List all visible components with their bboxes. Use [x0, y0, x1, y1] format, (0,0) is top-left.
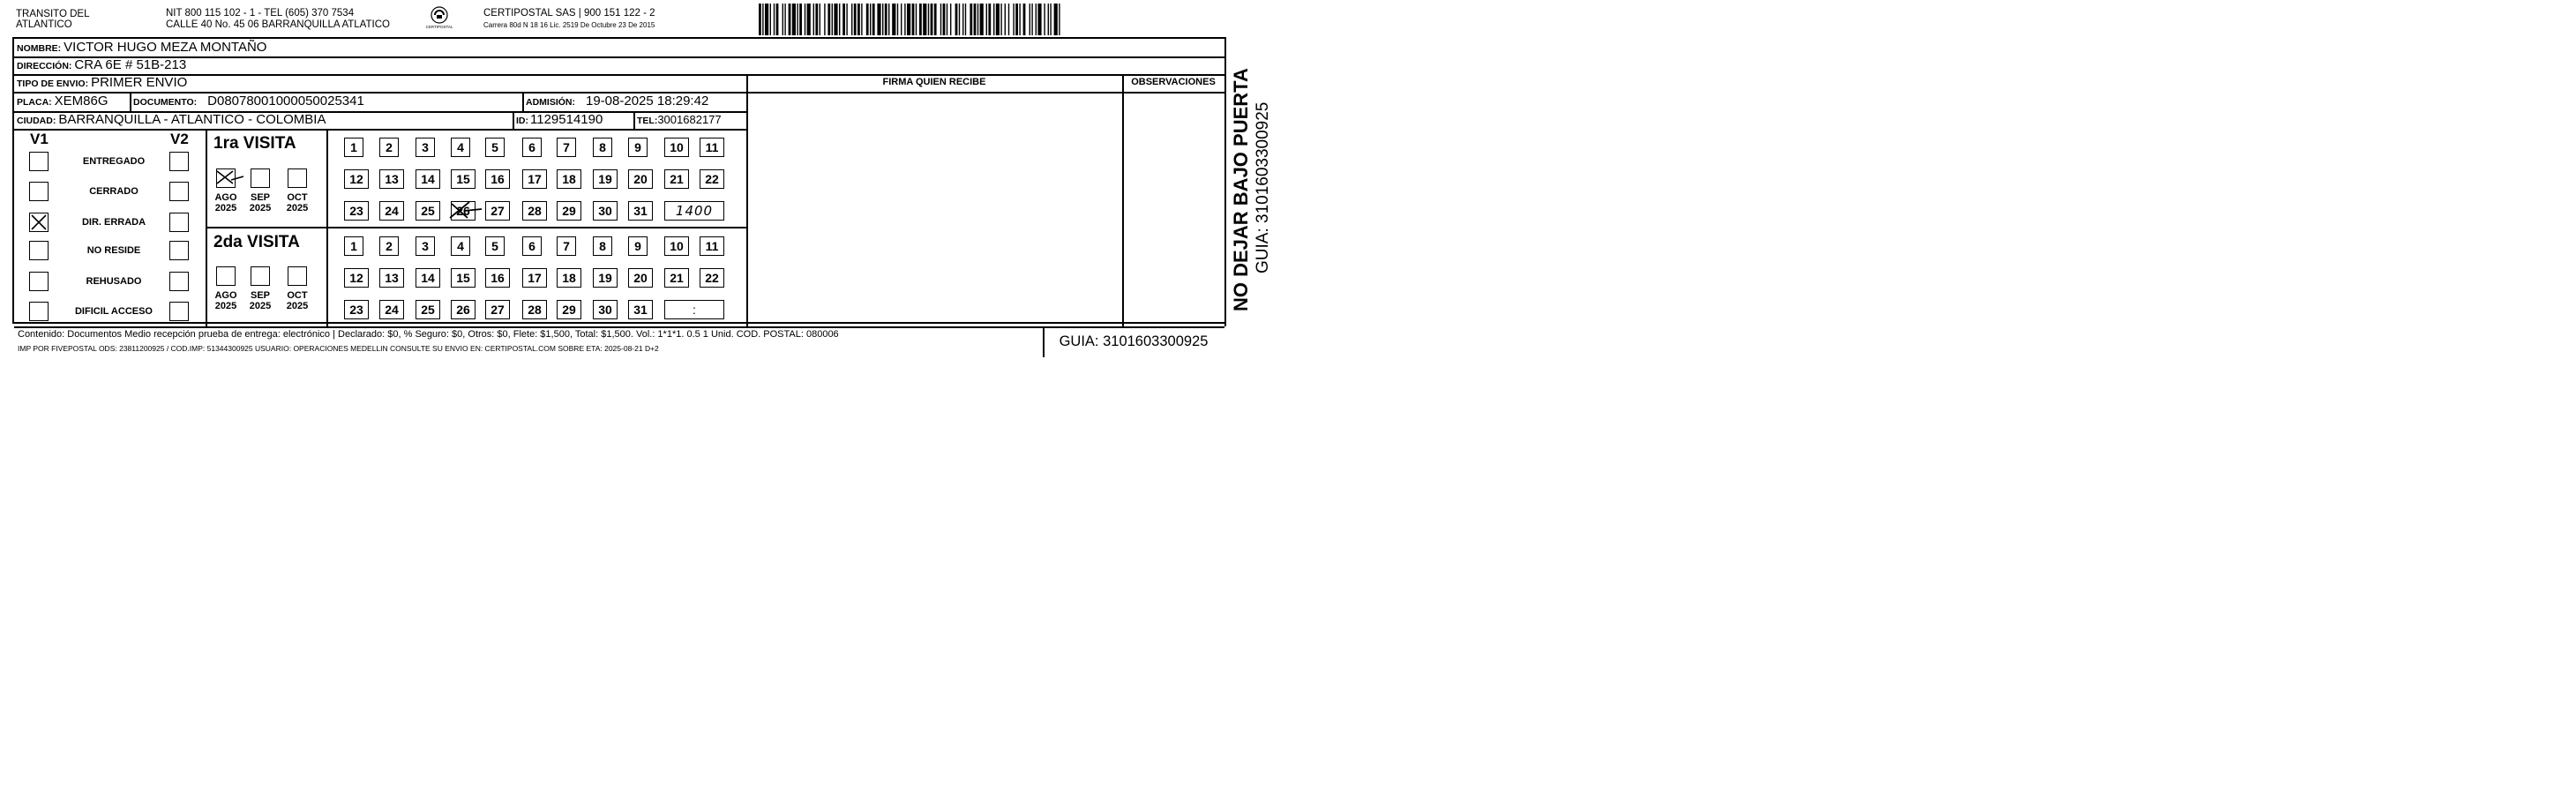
barcode-bar [904, 4, 905, 35]
barcode-bar [1048, 4, 1049, 35]
day-checkbox[interactable]: 28 [522, 201, 547, 221]
status-label: NO RESIDE [86, 245, 141, 256]
day-checkbox[interactable]: 17 [522, 268, 547, 288]
barcode-bar [1050, 4, 1051, 35]
barcode-bar [813, 4, 814, 35]
barcode-bar [774, 4, 775, 35]
v2-status-checkbox[interactable] [169, 272, 189, 291]
day-checkbox[interactable]: 20 [628, 268, 653, 288]
barcode-bar [931, 4, 933, 35]
delivery-slip [0, 0, 1284, 786]
visit-divider [206, 227, 746, 228]
barcode-bar [919, 4, 922, 35]
day-checkbox[interactable]: 15 [451, 169, 476, 189]
day-checkbox[interactable]: 16 [485, 169, 510, 189]
v2-status-checkbox[interactable] [169, 152, 189, 171]
barcode-bar [834, 4, 837, 35]
day-checkbox[interactable]: 24 [379, 201, 404, 221]
license-line: Carrera 80d N 18 16 Lic. 2519 De Octubre 23 De 2015 [483, 21, 655, 29]
content-line: Contenido: Documentos Medio recepción prueba de entrega: electrónico | Declarado: $0, % Seguro: $0, Otros: $0, Flete: $1,500, Total: $1,500. Vol.: 1*1*1. 0.5 1 Unid. COD. POSTAL: 080006 [18, 329, 839, 340]
day-checkbox[interactable]: 19 [593, 268, 618, 288]
field-divider [513, 111, 514, 129]
signature-divider [746, 74, 748, 326]
status-label: REHUSADO [86, 276, 142, 287]
day-checkbox[interactable]: 22 [700, 169, 724, 189]
barcode-bar [885, 4, 887, 35]
barcode-bar [857, 4, 860, 35]
v2-status-checkbox[interactable] [169, 302, 189, 321]
address-label: DIRECCIÓN: [17, 61, 72, 71]
month-checkbox[interactable] [216, 266, 236, 286]
v1-status-checkbox[interactable] [29, 152, 49, 171]
v1-status-checkbox[interactable] [29, 182, 49, 201]
v1-heading: V1 [30, 131, 49, 147]
barcode-bar [832, 4, 833, 35]
barcode-bar [986, 4, 987, 35]
month-checkbox[interactable] [251, 266, 270, 286]
visit-time-field[interactable]: : [664, 300, 724, 319]
barcode-bar [959, 4, 960, 35]
tel-value: 3001682177 [657, 113, 722, 126]
barcode-bar [846, 4, 847, 35]
barcode-bar [955, 4, 958, 35]
v2-status-checkbox[interactable] [169, 241, 189, 260]
day-checkbox[interactable]: 21 [664, 169, 689, 189]
name-field [17, 40, 266, 55]
barcode-bar [996, 4, 1000, 35]
document-value: D08078001000050025341 [207, 94, 364, 109]
day-checkbox[interactable]: 6 [522, 236, 542, 256]
day-checkbox[interactable]: 4 [451, 236, 470, 256]
day-checkbox[interactable]: 31 [628, 201, 653, 221]
v2-heading: V2 [170, 131, 189, 147]
barcode-bar [861, 4, 862, 35]
day-checkbox[interactable]: 14 [416, 169, 440, 189]
day-checkbox[interactable]: 4 [451, 138, 470, 157]
v2-status-checkbox[interactable] [169, 182, 189, 201]
day-checkbox[interactable]: 2 [379, 236, 399, 256]
day-checkbox[interactable]: 13 [379, 268, 404, 288]
barcode-bar [943, 4, 946, 35]
barcode-bar [815, 4, 818, 35]
v1-status-checkbox[interactable] [29, 213, 49, 232]
barcode-bar [977, 4, 978, 35]
name-label: NOMBRE: [17, 43, 62, 54]
observations-header: OBSERVACIONES [1131, 77, 1216, 87]
barcode-bar [776, 4, 779, 35]
issuer-line-2: ATLANTICO [16, 19, 72, 30]
city-field [17, 112, 326, 127]
barcode-bar [854, 4, 857, 35]
day-checkbox[interactable]: 31 [628, 300, 653, 319]
address-line: CALLE 40 No. 45 06 BARRANQUILLA ATLATICO [166, 19, 390, 30]
logo-text: CERTIPOSTAL [425, 25, 453, 29]
month-checkbox[interactable] [288, 266, 307, 286]
certipostal-logo [423, 5, 455, 34]
barcode-bar [792, 4, 796, 35]
visit1-title: 1ra VISITA [213, 134, 296, 153]
day-checkbox[interactable]: 25 [416, 201, 440, 221]
day-checkbox[interactable]: 10 [664, 138, 689, 157]
barcode-bar [1015, 4, 1018, 35]
day-checkbox[interactable]: 3 [416, 138, 435, 157]
tel-field [637, 113, 722, 126]
plate-field [17, 94, 109, 109]
day-checkbox[interactable]: 12 [344, 169, 369, 189]
barcode-bar [765, 4, 768, 35]
day-checkbox[interactable]: 19 [593, 169, 618, 189]
day-checkbox[interactable]: 27 [485, 201, 510, 221]
slip-frame [12, 37, 1226, 353]
city-label: CIUDAD: [17, 116, 56, 126]
barcode-bar [827, 4, 830, 35]
barcode-bar [965, 4, 966, 35]
day-checkbox[interactable]: 7 [557, 236, 576, 256]
send-type-value: PRIMER ENVIO [91, 75, 188, 90]
field-divider [522, 92, 524, 111]
day-checkbox[interactable]: 5 [485, 236, 505, 256]
barcode-bar [872, 4, 875, 35]
nit-line: NIT 800 115 102 - 1 - TEL (605) 370 7534 [166, 8, 355, 19]
barcode-bar [1044, 4, 1045, 35]
barcode-bar [1031, 4, 1032, 35]
day-checkbox[interactable]: 21 [664, 268, 689, 288]
v1-status-checkbox[interactable] [29, 241, 49, 260]
checkmark-icon [215, 168, 245, 187]
day-checkbox[interactable]: 11 [700, 236, 724, 256]
barcode-bar [1019, 4, 1020, 35]
day-checkbox[interactable]: 30 [593, 201, 618, 221]
status-label: DIR. ERRADA [81, 217, 146, 228]
barcode-bar [866, 4, 869, 35]
day-checkbox[interactable]: 20 [628, 169, 653, 189]
barcode-bar [980, 4, 984, 35]
tel-label: TEL: [637, 116, 658, 126]
barcode-bar [1023, 4, 1026, 35]
observations-divider [1122, 74, 1124, 326]
send-type-label: TIPO DE ENVIO: [17, 79, 89, 89]
barcode [759, 4, 1134, 35]
right-border [1224, 39, 1226, 326]
barcode-bar [877, 4, 880, 35]
barcode-bar [974, 4, 977, 35]
day-checkbox[interactable]: 1 [344, 236, 363, 256]
day-checkbox[interactable]: 30 [593, 300, 618, 319]
barcode-bar [950, 4, 951, 35]
document-label: DOCUMENTO: [133, 97, 198, 108]
document-field [133, 94, 364, 109]
footer-guide: GUIA: 3101603300925 [1059, 333, 1209, 349]
status-label: ENTREGADO [82, 156, 146, 167]
day-checkbox[interactable]: 1 [344, 138, 363, 157]
month-label: AGO 2025 [214, 290, 237, 311]
day-checkbox[interactable]: 24 [379, 300, 404, 319]
v2-status-checkbox[interactable] [169, 213, 189, 232]
status-label: CERRADO [89, 186, 139, 197]
row-divider [14, 56, 1224, 58]
month-checkbox[interactable] [288, 168, 307, 188]
signature-header: FIRMA QUIEN RECIBE [882, 77, 986, 87]
handwritten-time: 1400 [675, 203, 714, 219]
day-checkbox[interactable]: 29 [557, 201, 581, 221]
day-checkbox[interactable]: 8 [593, 138, 612, 157]
barcode-bar [882, 4, 883, 35]
barcode-bar [842, 4, 845, 35]
id-value: 1129514190 [530, 112, 603, 127]
day-checkbox[interactable]: 9 [628, 236, 648, 256]
day-checkbox[interactable]: 26 [451, 300, 476, 319]
admission-field [526, 94, 708, 109]
barcode-bar [962, 4, 963, 35]
day-checkbox[interactable]: 14 [416, 268, 440, 288]
day-checkbox[interactable]: 6 [522, 138, 542, 157]
barcode-bar [916, 4, 917, 35]
barcode-bar [892, 4, 895, 35]
v1-status-checkbox[interactable] [29, 272, 49, 291]
barcode-bar [807, 4, 811, 35]
barcode-bar [1005, 4, 1006, 35]
barcode-bar [762, 4, 763, 35]
address-field [17, 57, 186, 72]
status-label: DIFICIL ACCESO [74, 306, 153, 317]
id-label: ID: [516, 116, 528, 126]
day-checkbox[interactable]: 18 [557, 169, 581, 189]
day-checkbox[interactable]: 25 [416, 300, 440, 319]
row-divider [14, 74, 1224, 76]
barcode-bar [988, 4, 991, 35]
day-checkbox[interactable]: 7 [557, 138, 576, 157]
city-value: BARRANQUILLA - ATLANTICO - COLOMBIA [58, 112, 326, 127]
barcode-bar [759, 4, 761, 35]
barcode-bar [993, 4, 994, 35]
courier-line: CERTIPOSTAL SAS | 900 151 122 - 2 [483, 8, 655, 19]
day-checkbox[interactable]: 16 [485, 268, 510, 288]
day-checkbox[interactable]: 29 [557, 300, 581, 319]
visit-time-field[interactable] [664, 201, 724, 221]
day-checkbox[interactable]: 18 [557, 268, 581, 288]
barcode-bar [870, 4, 871, 35]
day-checkbox[interactable]: 13 [379, 169, 404, 189]
barcode-bar [824, 4, 825, 35]
barcode-bar [970, 4, 972, 35]
day-checkbox[interactable]: 26 [451, 201, 476, 221]
visit2-title: 2da VISITA [213, 233, 300, 251]
barcode-bar [839, 4, 840, 35]
barcode-bar [928, 4, 929, 35]
month-checkbox[interactable] [251, 168, 270, 188]
day-checkbox[interactable]: 5 [485, 138, 505, 157]
print-line: IMP POR FIVEPOSTAL ODS: 23811200925 / COD.IMP: 51344300925 USUARIO: OPERACIONES MEDELLIN CONSULTE SU ENVIO EN: CERTIPOSTAL.COM SOBRE ETA: 2025-08-21 D+2 [18, 344, 659, 353]
admission-value: 19-08-2025 18:29:42 [586, 94, 709, 109]
day-checkbox[interactable]: 12 [344, 268, 369, 288]
day-checkbox[interactable]: 15 [451, 268, 476, 288]
barcode-bar [784, 4, 785, 35]
address-value: CRA 6E # 51B-213 [74, 57, 187, 72]
barcode-bar [923, 4, 926, 35]
plate-label: PLACA: [17, 97, 52, 108]
month-label: SEP 2025 [249, 290, 272, 311]
barcode-bar [1000, 4, 1001, 35]
day-checkbox[interactable]: 22 [700, 268, 724, 288]
month-label: OCT 2025 [286, 290, 309, 311]
barcode-bar [789, 4, 791, 35]
row-divider [14, 129, 746, 131]
plate-value: XEM86G [54, 94, 109, 109]
day-checkbox[interactable]: 17 [522, 169, 547, 189]
day-checkbox[interactable]: 10 [664, 236, 689, 256]
id-field [516, 112, 603, 127]
barcode-bar [1013, 4, 1014, 35]
barcode-bar [799, 4, 802, 35]
strike-mark-icon [448, 200, 483, 220]
barcode-bar [934, 4, 937, 35]
barcode-bar [907, 4, 910, 35]
side-guide: GUIA: 3101603300925 [1254, 101, 1272, 273]
barcode-bar [901, 4, 902, 35]
barcode-bar [1036, 4, 1037, 35]
barcode-bar [940, 4, 941, 35]
day-checkbox[interactable]: 23 [344, 300, 369, 319]
barcode-bar [912, 4, 915, 35]
no-under-door-warning: NO DEJAR BAJO PUERTA [1230, 68, 1252, 311]
barcode-bar [797, 4, 798, 35]
barcode-bar [1008, 4, 1009, 35]
barcode-bar [851, 4, 852, 35]
day-checkbox[interactable]: 2 [379, 138, 399, 157]
barcode-bar [1037, 4, 1041, 35]
month-label: SEP 2025 [249, 192, 272, 213]
barcode-bar [770, 4, 771, 35]
day-checkbox[interactable]: 28 [522, 300, 547, 319]
issuer-line-1: TRANSITO DEL [16, 9, 90, 19]
barcode-bar [1054, 4, 1058, 35]
day-checkbox[interactable]: 11 [700, 138, 724, 157]
admission-label: ADMISIÓN: [526, 97, 575, 108]
month-label: AGO 2025 [214, 192, 237, 213]
x-mark-icon [30, 213, 48, 231]
v1-status-checkbox[interactable] [29, 302, 49, 321]
send-type-field [17, 75, 187, 90]
month-checkbox[interactable] [216, 168, 236, 188]
day-checkbox[interactable]: 23 [344, 201, 369, 221]
field-divider [130, 92, 131, 111]
day-checkbox[interactable]: 9 [628, 138, 648, 157]
name-value: VICTOR HUGO MEZA MONTAÑO [64, 40, 267, 55]
barcode-bar [1059, 4, 1060, 35]
day-checkbox[interactable]: 3 [416, 236, 435, 256]
field-divider [633, 111, 635, 129]
day-checkbox[interactable]: 8 [593, 236, 612, 256]
month-label: OCT 2025 [286, 192, 309, 213]
barcode-bar [888, 4, 889, 35]
day-checkbox[interactable]: 27 [485, 300, 510, 319]
barcode-bar [897, 4, 898, 35]
